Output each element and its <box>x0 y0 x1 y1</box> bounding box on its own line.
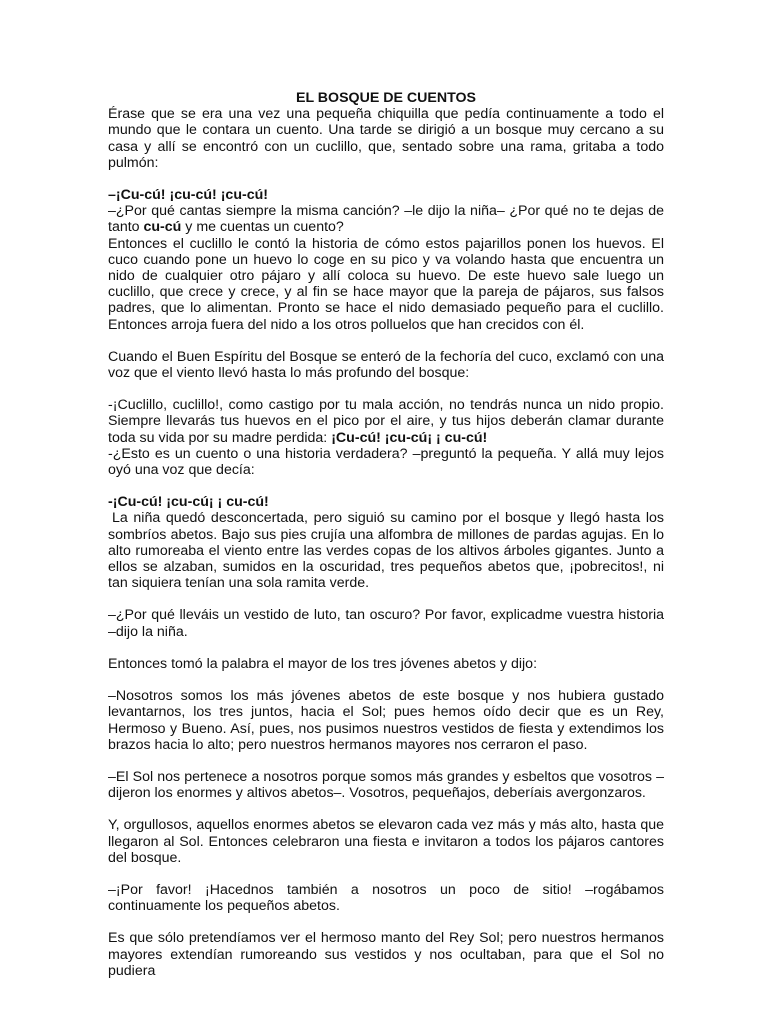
paragraph-curse <box>108 397 664 446</box>
spacer <box>108 753 664 769</box>
girl-question-bold: cu-cú <box>143 219 182 236</box>
paragraph-celebration: Y, orgullosos, aquellos enormes abetos se elevaron cada vez más y más alto, hasta que llegaron al Sol. Entonces celebraron una fiesta e invitaron a todos los pájaros cantores del bosque. <box>108 817 664 866</box>
spacer <box>108 591 664 607</box>
spacer <box>108 914 664 930</box>
document-title: EL BOSQUE DE CUENTOS <box>295 90 476 106</box>
paragraph-eldest-speaks: Entonces tomó la palabra el mayor de los tres jóvenes abetos y dijo: <box>108 655 538 672</box>
paragraph-intro: Érase que se era una vez una pequeña chiquilla que pedía continuamente a todo el mundo que le contara un cuento. Una tarde se dirigió a un bosque muy cercano a su casa y allí se encontró con un cuclillo, que, sentado sobre una rama, gritaba a todo pulmón: <box>108 106 664 171</box>
paragraph-forest-walk: La niña quedó desconcertada, pero siguió su camino por el bosque y llegó hasta los sombríos abetos. Bajo sus pies crujía una alfombra de millones de pardas agujas. En lo alto rumoreaba el viento entre las verdes copas de los altivos árboles gigantes. Junto a ellos se alzaban, sumidos en la oscuridad, tres pequeños abetos que, ¡pobrecitos!, ni tan siquiera tenían una sola ramita verde. <box>108 510 664 592</box>
paragraph-closing: Es que sólo pretendíamos ver el hermoso manto del Rey Sol; pero nuestros hermanos mayores extendían rumoreando sus vestidos y nos ocultaban, para que el Sol no pudiera <box>108 930 664 979</box>
paragraph-young-firs: –Nosotros somos los más jóvenes abetos de este bosque y nos hubiera gustado levantarnos, los tres juntos, hacia el Sol; pues hemos oído decir que es un Rey, Hermoso y Bueno. Así, pues, nos pusimos nuestros vestidos de fiesta y extendimos los brazos hacia lo alto; pero nuestros hermanos mayores nos cerraron el paso. <box>108 688 664 753</box>
girl-question-part-a: –¿Por qué cantas siempre la misma canción? –le dijo la niña– ¿Por qué no te dejas de tanto <box>108 203 664 236</box>
document-page <box>108 90 664 979</box>
paragraph-girl-question <box>108 203 664 235</box>
spacer <box>108 640 664 656</box>
cuckoo-call-2-text: -¡Cu-cú! ¡cu-cú¡ ¡ cu-cú! <box>108 494 269 511</box>
paragraph-mourning-question: –¿Por qué lleváis un vestido de luto, tan oscuro? Por favor, explicadme vuestra historia –dijo la niña. <box>108 607 664 640</box>
cuckoo-call-2 <box>108 494 664 510</box>
spacer <box>108 478 664 494</box>
cuckoo-call-1 <box>108 187 664 203</box>
spacer <box>108 333 664 349</box>
paragraph-plea: –¡Por favor! ¡Hacednos también a nosotros un poco de sitio! –rogábamos continuamente los pequeños abetos. <box>108 881 664 915</box>
paragraph-truth-question: -¿Esto es un cuento o una historia verdadera? –preguntó la pequeña. Y allá muy lejos oyó una voz que decía: <box>108 445 664 479</box>
cuckoo-call-1-text: –¡Cu-cú! ¡cu-cú! ¡cu-cú! <box>108 187 268 204</box>
curse-text: -¡Cuclillo, cuclillo!, como castigo por tu mala acción, no tendrás nunca un nido propio. Siempre llevarás tus huevos en el pico por el aire, y tus hijos deberán clamar durante toda su vida por su madre perdida: <box>108 397 664 446</box>
spacer <box>108 672 664 688</box>
spacer <box>108 381 664 397</box>
spacer <box>108 171 664 187</box>
spacer <box>108 801 664 817</box>
paragraph-good-spirit: Cuando el Buen Espíritu del Bosque se enteró de la fechoría del cuco, exclamó con una voz que el viento llevó hasta lo más profundo del bosque: <box>108 348 664 382</box>
paragraph-big-firs: –El Sol nos pertenece a nosotros porque somos más grandes y esbeltos que vosotros –dijeron los enormes y altivos abetos–. Vosotros, pequeñajos, deberíais avergonzaros. <box>108 768 664 802</box>
girl-question-part-b: y me cuentas un cuento? <box>181 219 344 236</box>
paragraph-cuckoo-story: Entonces el cuclillo le contó la historia de cómo estos pajarillos ponen los huevos. El cuco cuando pone un huevo lo coge en su pico y va volando hasta que encuentra un nido de cualquier otro pájaro y allí coloca su huevo. De este huevo sale luego un cuclillo, que crece y crece, y al fin se hace mayor que la pareja de pájaros, sus falsos padres, que lo alimentan. Pronto se hace el nido demasiado pequeño para el cuclillo. Entonces arroja fuera del nido a los otros polluelos que han crecidos con él. <box>108 235 664 333</box>
curse-bold: ¡Cu-cú! ¡cu-cú¡ ¡ cu-cú! <box>331 429 488 446</box>
spacer <box>108 866 664 882</box>
